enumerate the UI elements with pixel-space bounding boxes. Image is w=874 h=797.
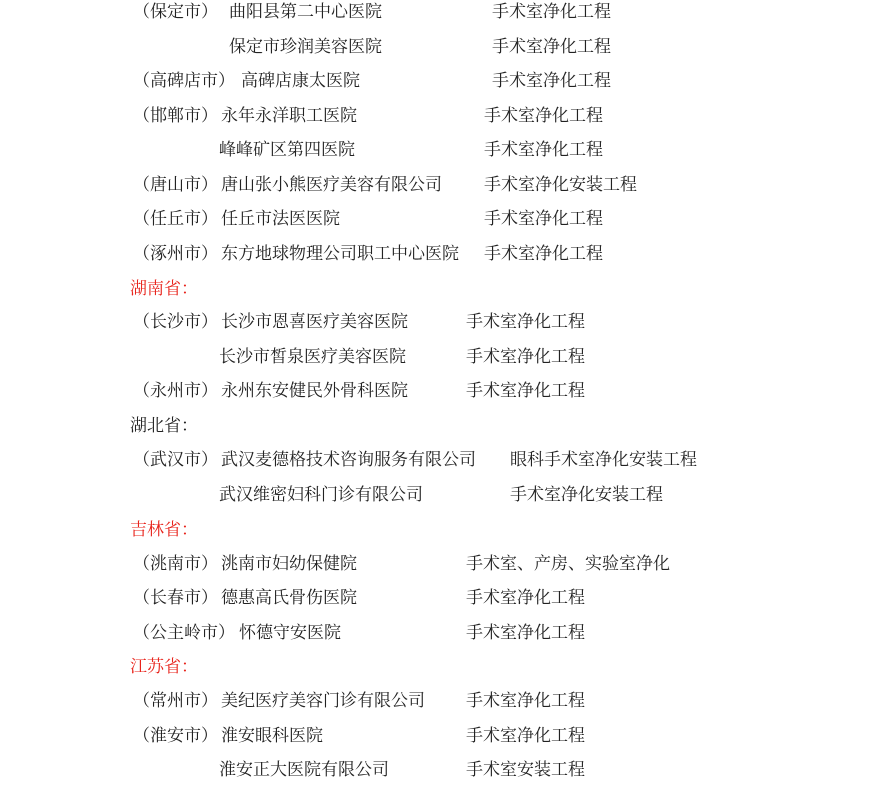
hospital-name: 任丘市法医医院 <box>221 209 340 229</box>
city-label: （邯郸市） <box>133 106 218 126</box>
hospital-name: 曲阳县第二中心医院 <box>229 2 382 22</box>
city-label: （长沙市） <box>133 312 218 332</box>
list-item <box>0 757 874 783</box>
list-item <box>0 172 874 198</box>
list-item <box>0 482 874 508</box>
list-item <box>0 620 874 646</box>
city-label: （常州市） <box>133 691 218 711</box>
hospital-name: 怀德守安医院 <box>239 623 341 643</box>
project-name: 眼科手术室净化安装工程 <box>510 450 697 470</box>
province-heading: 湖北省： <box>130 416 198 436</box>
project-name: 手术室净化工程 <box>492 71 611 91</box>
project-name: 手术室、产房、实验室净化 <box>466 554 670 574</box>
list-item <box>0 378 874 404</box>
project-name: 手术室净化工程 <box>466 347 585 367</box>
list-item <box>0 344 874 370</box>
project-name: 手术室净化工程 <box>484 244 603 264</box>
city-label: （唐山市） <box>133 175 218 195</box>
hospital-name: 永年永洋职工医院 <box>221 106 357 126</box>
list-item <box>0 34 874 60</box>
project-name: 手术室净化工程 <box>484 140 603 160</box>
project-name: 手术室净化工程 <box>466 726 585 746</box>
project-name: 手术室净化安装工程 <box>484 175 637 195</box>
project-name: 手术室净化工程 <box>484 106 603 126</box>
city-label: （武汉市） <box>133 450 218 470</box>
project-name: 手术室净化工程 <box>466 381 585 401</box>
city-label: （公主岭市） <box>133 623 235 643</box>
project-name: 手术室净化工程 <box>492 37 611 57</box>
hospital-name: 武汉维密妇科门诊有限公司 <box>219 485 423 505</box>
city-label: （淮安市） <box>133 726 218 746</box>
hospital-name: 淮安眼科医院 <box>221 726 323 746</box>
list-item <box>0 551 874 577</box>
province-heading: 吉林省： <box>130 520 198 540</box>
hospital-name: 高碑店康太医院 <box>241 71 360 91</box>
list-item <box>0 688 874 714</box>
hospital-name: 长沙市皙泉医疗美容医院 <box>219 347 406 367</box>
hospital-name: 东方地球物理公司职工中心医院 <box>221 244 459 264</box>
city-label: （长春市） <box>133 588 218 608</box>
city-label: （任丘市） <box>133 209 218 229</box>
list-item <box>0 68 874 94</box>
list-item <box>0 137 874 163</box>
hospital-name: 美纪医疗美容门诊有限公司 <box>221 691 425 711</box>
project-name: 手术室净化工程 <box>484 209 603 229</box>
city-label: （洮南市） <box>133 554 218 574</box>
city-label: （涿州市） <box>133 244 218 264</box>
project-name: 手术室净化工程 <box>466 691 585 711</box>
hospital-name: 洮南市妇幼保健院 <box>221 554 357 574</box>
city-label: （保定市） <box>133 2 218 22</box>
project-name: 手术室净化工程 <box>466 588 585 608</box>
list-item <box>0 723 874 749</box>
list-item <box>0 585 874 611</box>
hospital-name: 德惠高氏骨伤医院 <box>221 588 357 608</box>
province-heading: 江苏省： <box>130 657 198 677</box>
hospital-name: 武汉麦德格技术咨询服务有限公司 <box>221 450 476 470</box>
project-name: 手术室净化工程 <box>492 2 611 22</box>
hospital-name: 峰峰矿区第四医院 <box>219 140 355 160</box>
project-name: 手术室净化工程 <box>466 312 585 332</box>
list-item <box>0 241 874 267</box>
project-name: 手术室净化工程 <box>466 623 585 643</box>
list-item <box>0 447 874 473</box>
hospital-name: 淮安正大医院有限公司 <box>219 760 389 780</box>
list-item <box>0 206 874 232</box>
hospital-name: 永州东安健民外骨科医院 <box>221 381 408 401</box>
list-item <box>0 0 874 25</box>
hospital-name: 长沙市恩喜医疗美容医院 <box>221 312 408 332</box>
province-heading: 湖南省： <box>130 279 198 299</box>
list-item <box>0 103 874 129</box>
project-name: 手术室净化安装工程 <box>510 485 663 505</box>
project-name: 手术室安装工程 <box>466 760 585 780</box>
hospital-name: 唐山张小熊医疗美容有限公司 <box>221 175 442 195</box>
city-label: （高碑店市） <box>133 71 235 91</box>
city-label: （永州市） <box>133 381 218 401</box>
list-item <box>0 309 874 335</box>
hospital-name: 保定市珍润美容医院 <box>229 37 382 57</box>
